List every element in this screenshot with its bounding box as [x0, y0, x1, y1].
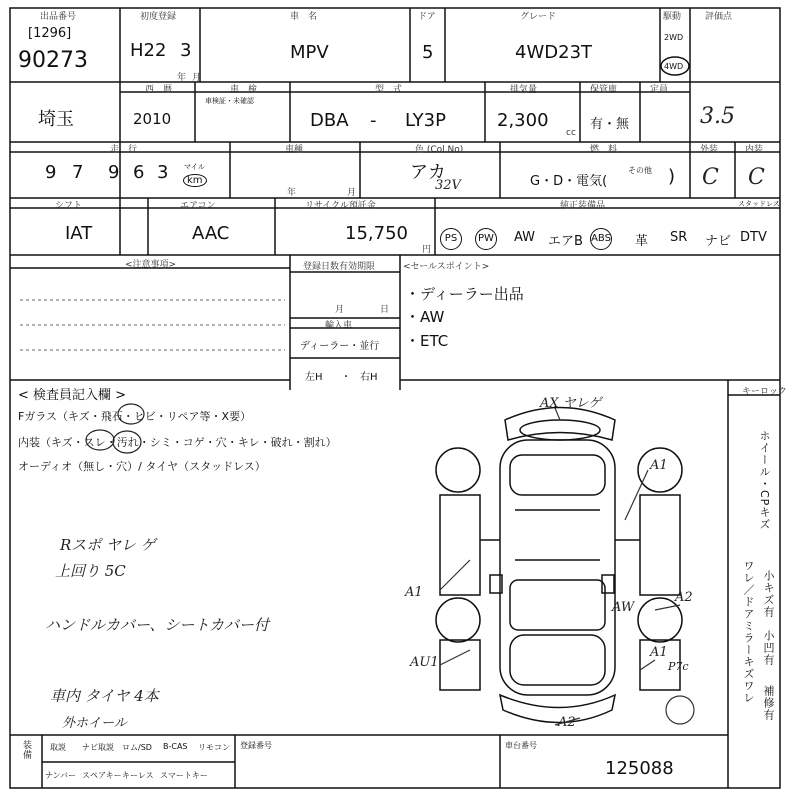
color-name: アカ	[410, 162, 446, 183]
fuel-close: )	[668, 166, 676, 187]
diagram-mark: AW	[612, 600, 635, 615]
recycle-header: リサイクル預託金	[305, 201, 376, 211]
inspection-note: 車検証・未確認	[205, 97, 254, 105]
studless-label: スタッドレス	[738, 200, 780, 208]
vehicle-type-header: 車種	[285, 145, 304, 155]
reg-date-day: 日	[380, 305, 390, 315]
mileage-digit: 6	[133, 162, 145, 183]
fuel-header: 燃 料	[590, 145, 618, 155]
car-name: MPV	[290, 42, 329, 63]
inspector-line: オーディオ（無し・穴）/ タイヤ（スタッドレス）	[18, 460, 266, 473]
diagram-mark: P7c	[668, 660, 689, 673]
model-code: LY3P	[405, 110, 446, 131]
equipment-header: 純正装備品	[560, 201, 606, 211]
displacement-value: 2,300	[497, 110, 549, 131]
seating-header: 定員	[650, 85, 669, 95]
sales-points-header: <セールスポイント>	[403, 262, 490, 272]
aircon-header: エアコン	[180, 201, 216, 211]
mileage-digit: 7	[72, 162, 84, 183]
vt-month: 月	[347, 188, 357, 198]
doors-header: ドア	[418, 12, 436, 22]
equip-aw: AW	[514, 230, 536, 245]
diagram-mark: A2	[558, 715, 576, 730]
bottom-item: スペアキー	[82, 771, 122, 780]
inspector-line: Fガラス（キズ・飛石・ヒビ・リペア等・X要）	[18, 410, 252, 423]
equip-sr: SR	[670, 230, 688, 245]
handwritten-remark: ハンドルカバー、シートカバー付	[45, 616, 269, 634]
side-note: 小凹有	[762, 630, 775, 666]
lot-no-header: 出品番号	[40, 12, 77, 22]
first-reg-era: H22	[130, 40, 167, 61]
bottom-item: キーレス	[122, 771, 154, 780]
key-lock-header: キーロック	[742, 387, 787, 397]
handwritten-remark: Rスポ ヤレ ゲ	[60, 536, 156, 554]
equip-navi: ナビ	[705, 234, 732, 249]
reg-no-label: 登録番号	[240, 741, 272, 750]
color-header: 色 (Col.No)	[415, 145, 464, 155]
rating-value: 3.5	[700, 104, 735, 129]
inspector-line: 内装（キズ・スレ・汚れ・シミ・コゲ・穴・キレ・破れ・割れ）	[18, 436, 337, 449]
mileage-km: km	[183, 174, 207, 187]
bottom-item: ロム/SD	[122, 743, 152, 752]
fuel-other: その他	[628, 166, 652, 175]
first-reg-header: 初度登録	[140, 12, 177, 22]
import-header: 輸入車	[325, 321, 353, 331]
bottom-item: 取説	[50, 743, 66, 752]
mileage-digit: 9	[45, 162, 57, 183]
shift-value: IAT	[65, 223, 93, 244]
bottom-item: スマートキー	[160, 771, 208, 780]
import-dealer: ディーラー・並行	[300, 341, 380, 352]
equip-leather: 革	[635, 234, 649, 249]
side-note: ホイール・CPキズ	[758, 430, 771, 531]
import-lh: 左H	[305, 372, 323, 383]
displacement-header: 排気量	[510, 85, 538, 95]
location: 埼玉	[38, 109, 74, 130]
door-count: 5	[422, 42, 434, 63]
displacement-unit: cc	[566, 128, 576, 138]
aircon-value: AAC	[192, 223, 230, 244]
diagram-mark: AU1	[410, 655, 439, 670]
vt-year: 年	[287, 188, 297, 198]
ext-grade: C	[702, 165, 719, 190]
shift-header: シフト	[55, 201, 83, 211]
diagram-mark: AX ヤレゲ	[540, 396, 602, 411]
equip-pw: PW	[475, 226, 497, 250]
storage-header: 保管庫	[590, 85, 618, 95]
model-header: 型 式	[375, 85, 403, 95]
frame-number: 125088	[605, 758, 674, 779]
import-rh: 右H	[360, 372, 378, 383]
model-prefix: DBA	[310, 110, 349, 131]
ext-header: 外装	[700, 145, 719, 155]
int-grade: C	[748, 165, 765, 190]
drive-2wd: 2WD	[664, 33, 684, 42]
handwritten-remark: 上回り 5C	[55, 562, 126, 580]
handwritten-remark: 外ホイール	[62, 716, 127, 731]
lot-prefix: [1296]	[28, 26, 72, 41]
equip-dtv: DTV	[740, 230, 767, 245]
equip-ps: PS	[440, 226, 462, 250]
mileage-digit: 3	[157, 162, 169, 183]
fuel-options: G・D・電気(	[530, 174, 608, 189]
bottom-item: ナビ取説	[82, 743, 114, 752]
inspector-header: < 検査員記入欄 >	[18, 388, 127, 403]
equip-airbag: エアB	[548, 234, 583, 249]
month-suffix: 月	[192, 73, 202, 83]
car-name-header: 車 名	[290, 12, 318, 22]
equip-abs: ABS	[590, 226, 612, 250]
sales-point: ・ディーラー出品	[405, 285, 524, 303]
lot-number: 90273	[18, 48, 88, 73]
inspection-header: 車 検	[230, 85, 258, 95]
mileage-header: 走 行	[110, 145, 138, 155]
sales-point: ・ETC	[405, 332, 449, 350]
diagram-mark: A1	[405, 585, 423, 600]
first-reg-month: 3	[180, 40, 192, 61]
storage-value: 有・無	[590, 117, 630, 132]
color-code: 32V	[435, 178, 461, 193]
recycle-value: 15,750	[345, 223, 408, 244]
drive-header: 駆動	[663, 12, 682, 22]
recycle-unit: 円	[422, 245, 432, 255]
bottom-item: B-CAS	[163, 742, 188, 751]
handwritten-remark: 車内 タイヤ 4本	[50, 687, 159, 705]
grade-value: 4WD23T	[515, 42, 593, 63]
mileage-digit: 9	[108, 162, 120, 183]
frame-label: 車台番号	[505, 741, 537, 750]
year-suffix: 年	[177, 73, 187, 83]
bottom-item: リモコン	[198, 743, 230, 752]
diagram-mark: A1	[650, 645, 668, 660]
rating-header: 評価点	[705, 12, 733, 22]
year-west-header: 西 暦	[145, 85, 173, 95]
reg-date-month: 月	[335, 305, 345, 315]
diagram-mark: A2	[675, 590, 693, 605]
int-header: 内装	[745, 145, 764, 155]
bottom-side-label: 装備	[21, 740, 31, 760]
diagram-mark: A1	[650, 458, 668, 473]
side-note: 小キズ有	[762, 570, 775, 618]
grade-header: グレード	[520, 12, 557, 22]
year-value: 2010	[133, 110, 172, 128]
side-note: ワレ／ドアミラーキズワレ	[742, 560, 755, 704]
sales-point: ・AW	[405, 308, 445, 326]
mileage-mile: マイル	[184, 163, 205, 171]
notes-header: <注意事項>	[125, 260, 177, 270]
model-dash: -	[370, 110, 377, 131]
drive-4wd: 4WD	[664, 62, 684, 71]
bottom-item: ナンバー	[45, 771, 77, 780]
reg-date-header: 登録日数有効期限	[303, 262, 376, 272]
side-note: 補修有	[762, 685, 775, 721]
import-sep: ・	[341, 372, 351, 383]
